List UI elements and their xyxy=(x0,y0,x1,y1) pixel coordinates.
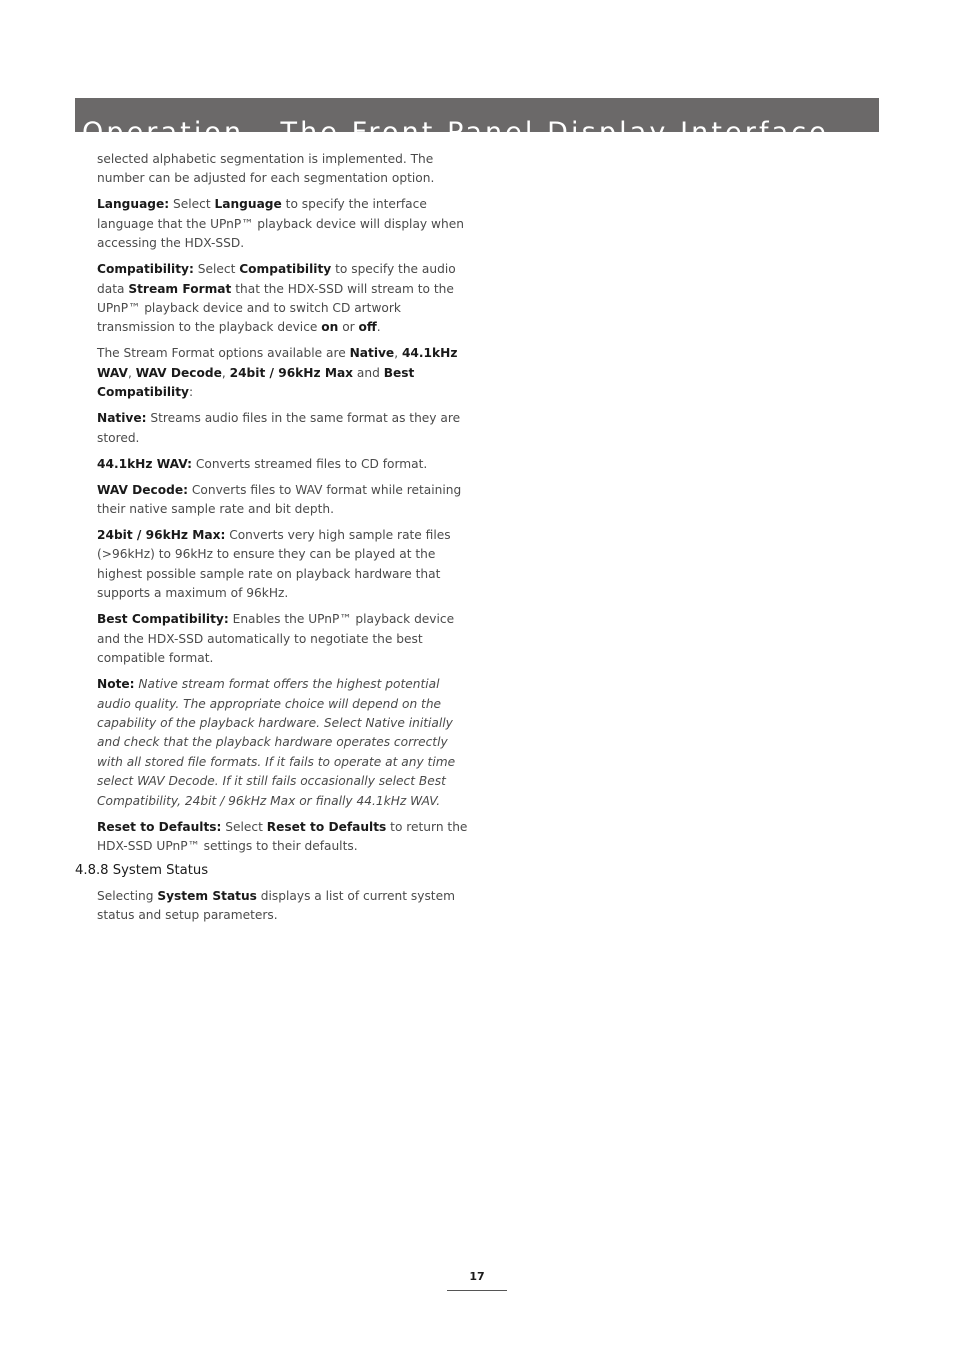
stream-options-text-1: The Stream Format options available are xyxy=(97,346,350,361)
wav441-paragraph xyxy=(97,455,469,474)
stream-options-text-5: and xyxy=(353,365,384,380)
reset-term: Reset to Defaults: xyxy=(97,819,222,834)
wav-decode-paragraph xyxy=(97,481,469,520)
max96-term: 24bit / 96kHz Max: xyxy=(97,528,226,543)
stream-options-text-2: , xyxy=(394,346,402,361)
stream-options-paragraph xyxy=(97,344,469,402)
compatibility-term: Compatibility: xyxy=(97,262,194,277)
page-title: Operation - The Front Panel Display Interface xyxy=(82,117,829,149)
system-status-text-1: Selecting xyxy=(97,889,158,903)
compatibility-bold-1: Compatibility xyxy=(239,262,332,277)
stream-options-text-3: , xyxy=(127,365,136,380)
system-status-paragraph xyxy=(97,887,469,926)
compatibility-bold-2: Stream Format xyxy=(128,281,232,296)
wav-decode-text: Converts files to WAV format while retaining their native sample rate and bit depth. xyxy=(97,482,462,517)
note-term: Note: xyxy=(97,677,135,692)
best-compatibility-term: Best Compatibility: xyxy=(97,612,229,627)
native-text: Streams audio files in the same format as they are stored. xyxy=(97,411,461,445)
max96-text: Converts very high sample rate files (>96kHz) to 96kHz to ensure they can be played at the highest possible sample rate on playback hardware that supports a maximum of 96kHz. xyxy=(97,528,451,601)
system-status-bold: System Status xyxy=(157,889,257,903)
wav-decode-term: WAV Decode: xyxy=(97,482,189,497)
stream-options-bold-4: 24bit / 96kHz Max xyxy=(229,365,354,380)
section-heading: 4.8.8 System Status xyxy=(75,863,209,878)
compatibility-text-2: to specify the audio data xyxy=(97,262,456,296)
native-paragraph xyxy=(97,409,469,448)
wav441-text: Converts streamed files to CD format. xyxy=(191,456,428,471)
max96-paragraph xyxy=(97,526,469,604)
header-bar xyxy=(75,98,879,149)
stream-options-bold-2: 44.1kHz WAV xyxy=(97,346,458,380)
body-text xyxy=(97,150,469,863)
note-paragraph xyxy=(97,675,469,811)
reset-bold-1: Reset to Defaults xyxy=(266,819,387,834)
note-text: Native stream format offers the highest potential audio quality. The appropriate choice will depend on the capability of the playback hardware. Select Native initially and check that the playback hardware operates correctly with all stored file formats. If it fails to operate at any time select WAV Decode. If it still fails occasionally select Best Compatibility, 24bit / 96kHz Max or finally 44.1kHz WAV. xyxy=(97,677,456,808)
language-bold-1: Language xyxy=(214,197,282,212)
reset-text-2: to return the HDX-SSD UPnP™ settings to their defaults. xyxy=(97,819,468,853)
compatibility-text-1: Select xyxy=(193,262,240,277)
stream-options-bold-1: Native xyxy=(349,346,395,361)
reset-text-1: Select xyxy=(221,819,267,834)
best-compatibility-paragraph xyxy=(97,610,469,668)
compatibility-bold-4: off xyxy=(358,320,377,335)
compatibility-text-4: or xyxy=(338,320,359,335)
language-text-2: to specify the interface language that the UPnP™ playback device will display when accessing the HDX-SSD. xyxy=(97,197,464,251)
compatibility-text-5: . xyxy=(376,320,381,335)
page-number-rule xyxy=(447,1290,507,1291)
system-status-text-2: displays a list of current system status and setup parameters. xyxy=(97,889,455,923)
stream-options-text-6: : xyxy=(189,385,194,400)
language-term: Language: xyxy=(97,197,170,212)
wav441-term: 44.1kHz WAV: xyxy=(97,456,192,471)
best-compatibility-text: Enables the UPnP™ playback device and the HDX-SSD automatically to negotiate the best compatible format. xyxy=(97,612,455,666)
stream-options-bold-3: WAV Decode xyxy=(135,365,222,380)
stream-options-bold-5: Best Compatibility xyxy=(97,365,415,400)
language-paragraph xyxy=(97,195,469,253)
native-term: Native: xyxy=(97,411,147,426)
page-number: 17 xyxy=(469,1270,485,1283)
compatibility-paragraph xyxy=(97,260,469,338)
compatibility-bold-3: on xyxy=(321,320,339,335)
language-text-1: Select xyxy=(169,197,215,212)
stream-options-text-4: , xyxy=(221,365,230,380)
intro-paragraph xyxy=(97,150,469,189)
intro-text: selected alphabetic segmentation is implemented. The number can be adjusted for each segmentation option. xyxy=(97,152,435,186)
reset-paragraph xyxy=(97,818,469,857)
compatibility-text-3: that the HDX-SSD will stream to the UPnP™ playback device and to switch CD artwork transmission to the playback device xyxy=(97,281,454,335)
